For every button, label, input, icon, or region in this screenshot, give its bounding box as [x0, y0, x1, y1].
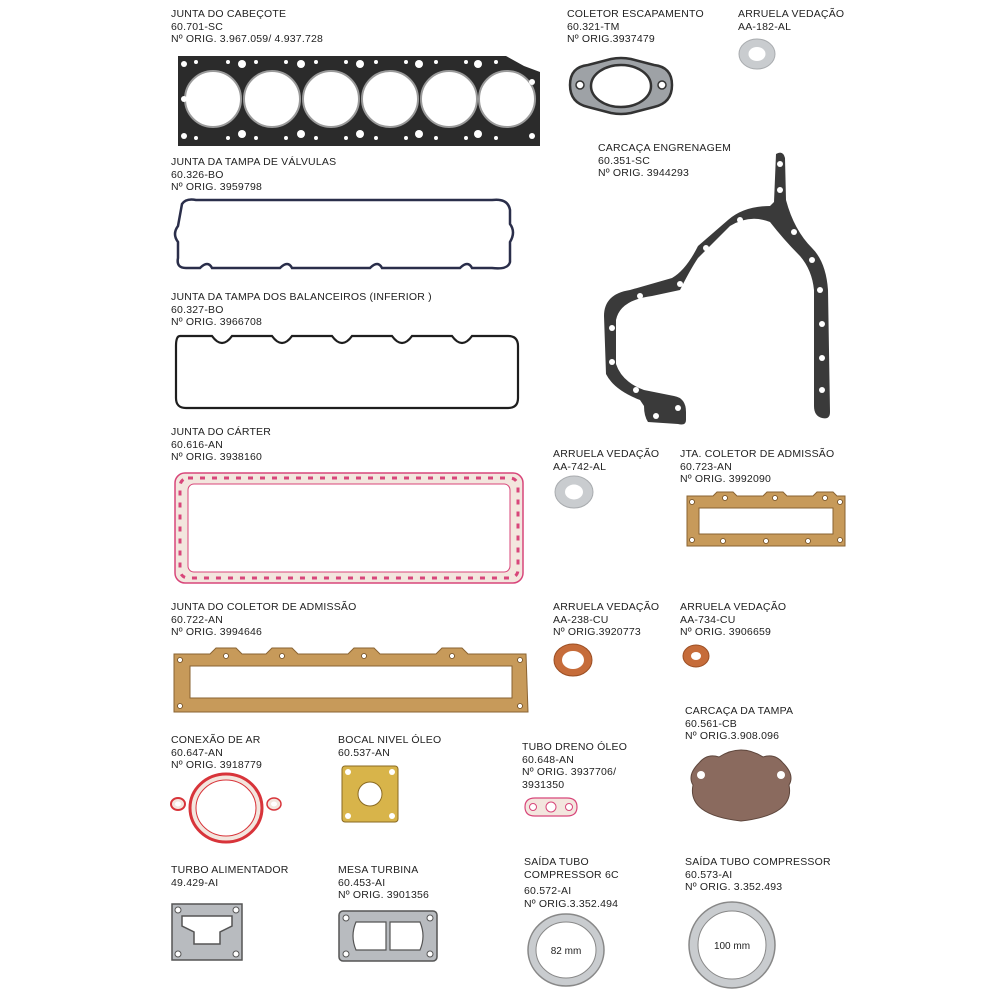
part-code: 60.351-SC [598, 154, 650, 167]
washer-aa734-label [680, 601, 786, 639]
part-code: 60.561-CB [685, 717, 737, 730]
valve-cover-gasket-image [172, 196, 518, 274]
outlet-compressor-gasket-image [687, 900, 777, 990]
part-code: 60.573-AI [685, 868, 733, 881]
washer-aa182-image [737, 37, 777, 71]
part-code: 60.648-AN [522, 753, 574, 766]
turbine-table-label [338, 864, 429, 902]
part-name: CONEXÃO DE AR [171, 734, 261, 746]
cylinder-head-label [171, 8, 323, 46]
intake-manifold-722-label [171, 601, 357, 639]
part-code: 60.647-AN [171, 746, 223, 759]
part-name: JUNTA DO COLETOR DE ADMISSÃO [171, 601, 357, 613]
part-orig: Nº ORIG. 3.967.059/ 4.937.728 [171, 33, 324, 45]
washer-aa238-image [552, 642, 594, 678]
part-name: JUNTA DA TAMPA DE VÁLVULAS [171, 156, 337, 168]
outlet-6c-gasket-image [526, 912, 606, 988]
rocker-cover-label [171, 291, 432, 329]
part-code: AA-182-AL [738, 20, 792, 33]
exhaust-manifold-gasket-image [566, 57, 676, 117]
part-code: 60.701-SC [171, 20, 223, 33]
part-name: ARRUELA VEDAÇÃO [680, 601, 787, 613]
part-orig: Nº ORIG. 3994646 [171, 626, 263, 638]
oil-pan-gasket-image [172, 470, 528, 588]
part-name: JUNTA DO CÁRTER [171, 426, 272, 438]
part-name-2: COMPRESSOR 6C [524, 868, 619, 881]
oil-level-nozzle-label [338, 734, 441, 759]
air-connection-gasket-image [168, 770, 284, 846]
part-name: CARCAÇA DA TAMPA [685, 705, 794, 717]
rocker-cover-gasket-image [172, 332, 524, 412]
part-name: SAÍDA TUBO COMPRESSOR [685, 856, 831, 868]
oil-drain-tube-label [522, 741, 627, 791]
part-orig: Nº ORIG. 3901356 [338, 889, 430, 901]
oil-level-nozzle-gasket-image [340, 764, 400, 824]
part-orig: Nº ORIG.3.352.494 [524, 897, 619, 910]
cover-housing-gasket-image [685, 745, 797, 825]
outlet-compressor-size: 100 mm [713, 941, 751, 952]
part-code: 60.723-AN [680, 460, 732, 473]
part-code: 49.429-AI [171, 876, 219, 889]
turbo-label [171, 864, 289, 889]
cylinder-head-gasket-image [176, 52, 546, 150]
turbo-gasket-image [168, 898, 246, 966]
part-orig: Nº ORIG.3.908.096 [685, 730, 780, 742]
part-orig: Nº ORIG. 3906659 [680, 626, 772, 638]
intake-manifold-722-gasket-image [170, 646, 532, 716]
valve-cover-label [171, 156, 336, 194]
part-code: 60.616-AN [171, 438, 223, 451]
washer-aa742-label [553, 448, 659, 473]
turbine-table-gasket-image [336, 908, 440, 964]
intake-collector-723-gasket-image [683, 490, 849, 550]
part-code: 60.537-AN [338, 746, 390, 759]
exhaust-manifold-label [567, 8, 704, 46]
outlet-6c-label [524, 856, 619, 910]
part-code: 60.722-AN [171, 613, 223, 626]
part-orig: Nº ORIG. 3937706/ [522, 766, 617, 778]
part-name: ARRUELA VEDAÇÃO [553, 601, 660, 613]
washer-aa742-image [553, 474, 595, 510]
washer-aa238-label [553, 601, 659, 639]
washer-aa734-image [681, 643, 711, 669]
part-name: COLETOR ESCAPAMENTO [567, 8, 704, 20]
air-connection-label [171, 734, 262, 772]
outlet-6c-size: 82 mm [550, 946, 582, 957]
part-name: TURBO ALIMENTADOR [171, 864, 289, 876]
part-code: 60.321-TM [567, 20, 620, 33]
part-code: 60.327-BO [171, 303, 224, 316]
cover-housing-label [685, 705, 793, 743]
part-code: 60.326-BO [171, 168, 224, 181]
part-code: 60.453-AI [338, 876, 386, 889]
gear-housing-gasket-image [600, 150, 836, 428]
part-name: JUNTA DA TAMPA DOS BALANCEIROS (INFERIOR ) [171, 291, 432, 303]
part-code: AA-742-AL [553, 460, 607, 473]
part-orig: Nº ORIG. 3938160 [171, 451, 263, 463]
part-name: JTA. COLETOR DE ADMISSÃO [680, 448, 835, 460]
part-name: MESA TURBINA [338, 864, 419, 876]
part-orig: Nº ORIG. 3944293 [598, 167, 690, 179]
washer-aa182-label [738, 8, 844, 33]
intake-collector-723-label [680, 448, 834, 486]
part-name: CARCAÇA ENGRENAGEM [598, 142, 732, 154]
outlet-compressor-label [685, 856, 831, 894]
part-code: AA-238-CU [553, 613, 609, 626]
part-orig: Nº ORIG. 3.352.493 [685, 881, 783, 893]
part-code: 60.572-AI [524, 885, 572, 897]
part-orig: Nº ORIG. 3918779 [171, 759, 263, 771]
part-name: ARRUELA VEDAÇÃO [553, 448, 660, 460]
oil-pan-label [171, 426, 271, 464]
oil-drain-tube-gasket-image [521, 794, 581, 820]
part-orig: Nº ORIG.3920773 [553, 626, 641, 638]
part-code: AA-734-CU [680, 613, 736, 626]
part-orig-2: 3931350 [522, 778, 565, 791]
part-name: JUNTA DO CABEÇOTE [171, 8, 287, 20]
part-orig: Nº ORIG. 3966708 [171, 316, 263, 328]
part-orig: Nº ORIG.3937479 [567, 33, 655, 45]
part-name: ARRUELA VEDAÇÃO [738, 8, 845, 20]
part-name: BOCAL NIVEL ÓLEO [338, 734, 442, 746]
part-orig: Nº ORIG. 3992090 [680, 473, 772, 485]
part-name: SAÍDA TUBO [524, 856, 589, 868]
part-orig: Nº ORIG. 3959798 [171, 181, 263, 193]
part-name: TUBO DRENO ÓLEO [522, 741, 628, 753]
